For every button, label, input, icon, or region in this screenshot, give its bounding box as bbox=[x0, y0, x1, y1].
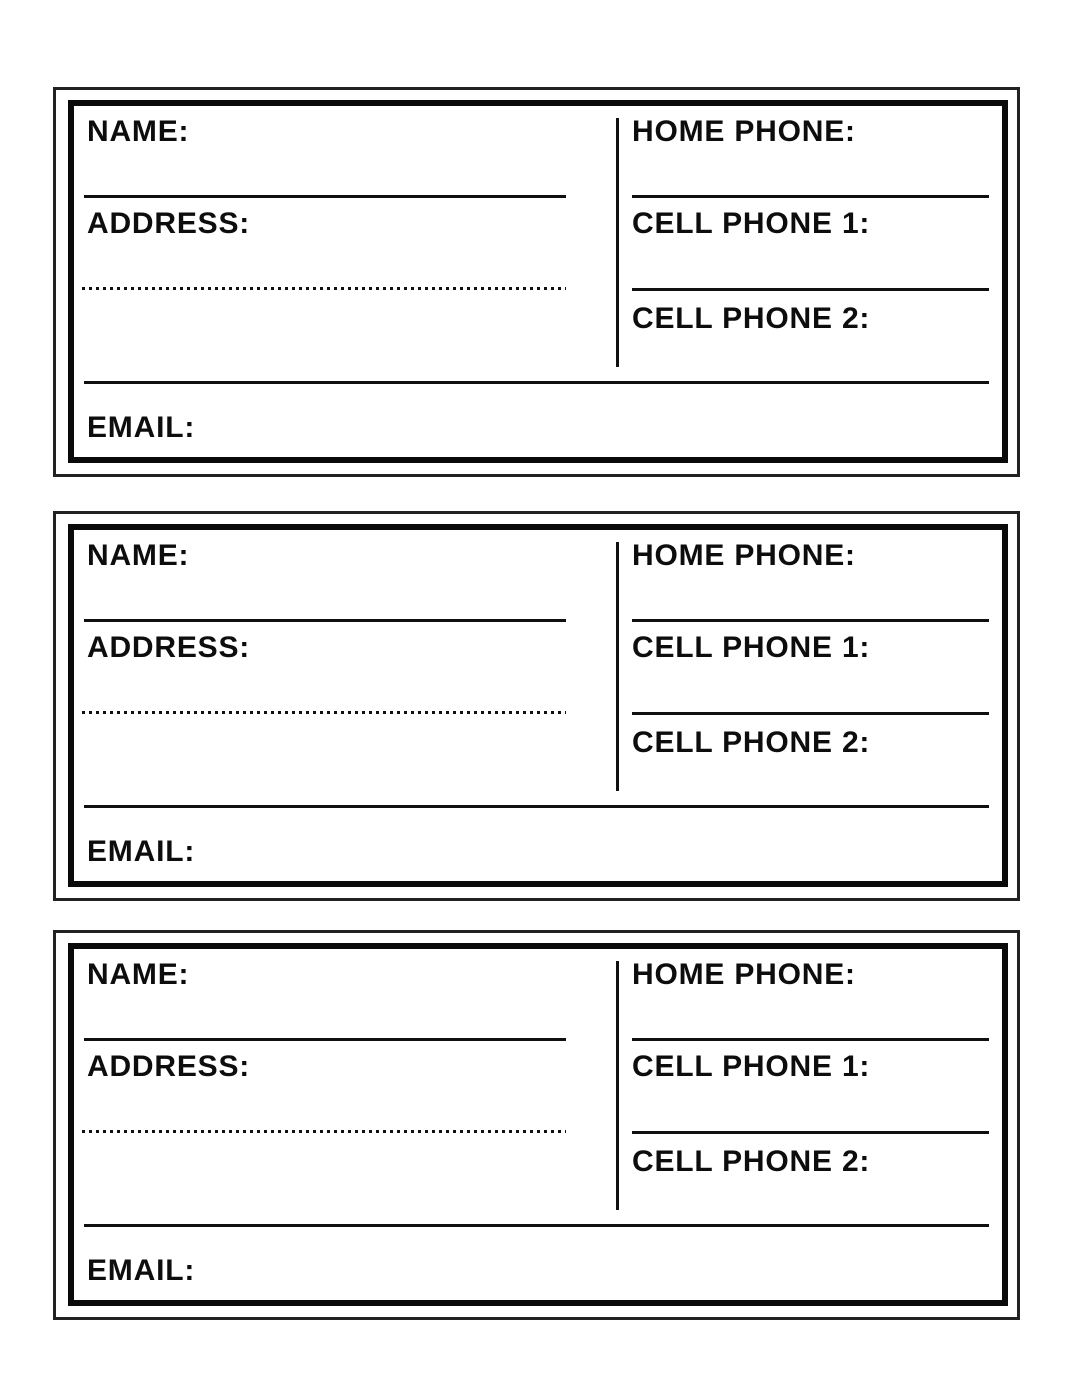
column-divider bbox=[616, 118, 619, 367]
email-write-line bbox=[84, 1224, 989, 1227]
cell-phone-1-write-line bbox=[632, 712, 989, 715]
address-label: ADDRESS: bbox=[87, 1050, 251, 1083]
home-phone-label: HOME PHONE: bbox=[632, 115, 856, 148]
cell-phone-1-write-line bbox=[632, 288, 989, 291]
email-label: EMAIL: bbox=[87, 835, 196, 868]
home-phone-write-line bbox=[632, 619, 989, 622]
address-dotted-write-line bbox=[82, 287, 566, 290]
address-dotted-write-line bbox=[82, 1130, 566, 1133]
email-write-line bbox=[84, 381, 989, 384]
cell-phone-1-label: CELL PHONE 1: bbox=[632, 631, 871, 664]
card-inner-border bbox=[68, 943, 1008, 1306]
home-phone-write-line bbox=[632, 1038, 989, 1041]
address-label: ADDRESS: bbox=[87, 631, 251, 664]
cell-phone-1-label: CELL PHONE 1: bbox=[632, 1050, 871, 1083]
address-dotted-write-line bbox=[82, 711, 566, 714]
contact-form-card bbox=[53, 930, 1020, 1320]
cell-phone-1-label: CELL PHONE 1: bbox=[632, 207, 871, 240]
address-label: ADDRESS: bbox=[87, 207, 251, 240]
name-label: NAME: bbox=[87, 958, 190, 991]
column-divider bbox=[616, 542, 619, 791]
name-label: NAME: bbox=[87, 539, 190, 572]
cell-phone-2-label: CELL PHONE 2: bbox=[632, 302, 871, 335]
name-label: NAME: bbox=[87, 115, 190, 148]
card-inner-border bbox=[68, 100, 1008, 463]
name-write-line bbox=[84, 1038, 566, 1041]
cell-phone-2-label: CELL PHONE 2: bbox=[632, 1145, 871, 1178]
home-phone-label: HOME PHONE: bbox=[632, 539, 856, 572]
name-write-line bbox=[84, 619, 566, 622]
home-phone-write-line bbox=[632, 195, 989, 198]
home-phone-label: HOME PHONE: bbox=[632, 958, 856, 991]
contact-form-card bbox=[53, 511, 1020, 901]
cell-phone-1-write-line bbox=[632, 1131, 989, 1134]
card-inner-border bbox=[68, 524, 1008, 887]
name-write-line bbox=[84, 195, 566, 198]
column-divider bbox=[616, 961, 619, 1210]
email-write-line bbox=[84, 805, 989, 808]
cell-phone-2-label: CELL PHONE 2: bbox=[632, 726, 871, 759]
email-label: EMAIL: bbox=[87, 411, 196, 444]
email-label: EMAIL: bbox=[87, 1254, 196, 1287]
contact-form-card bbox=[53, 87, 1020, 477]
